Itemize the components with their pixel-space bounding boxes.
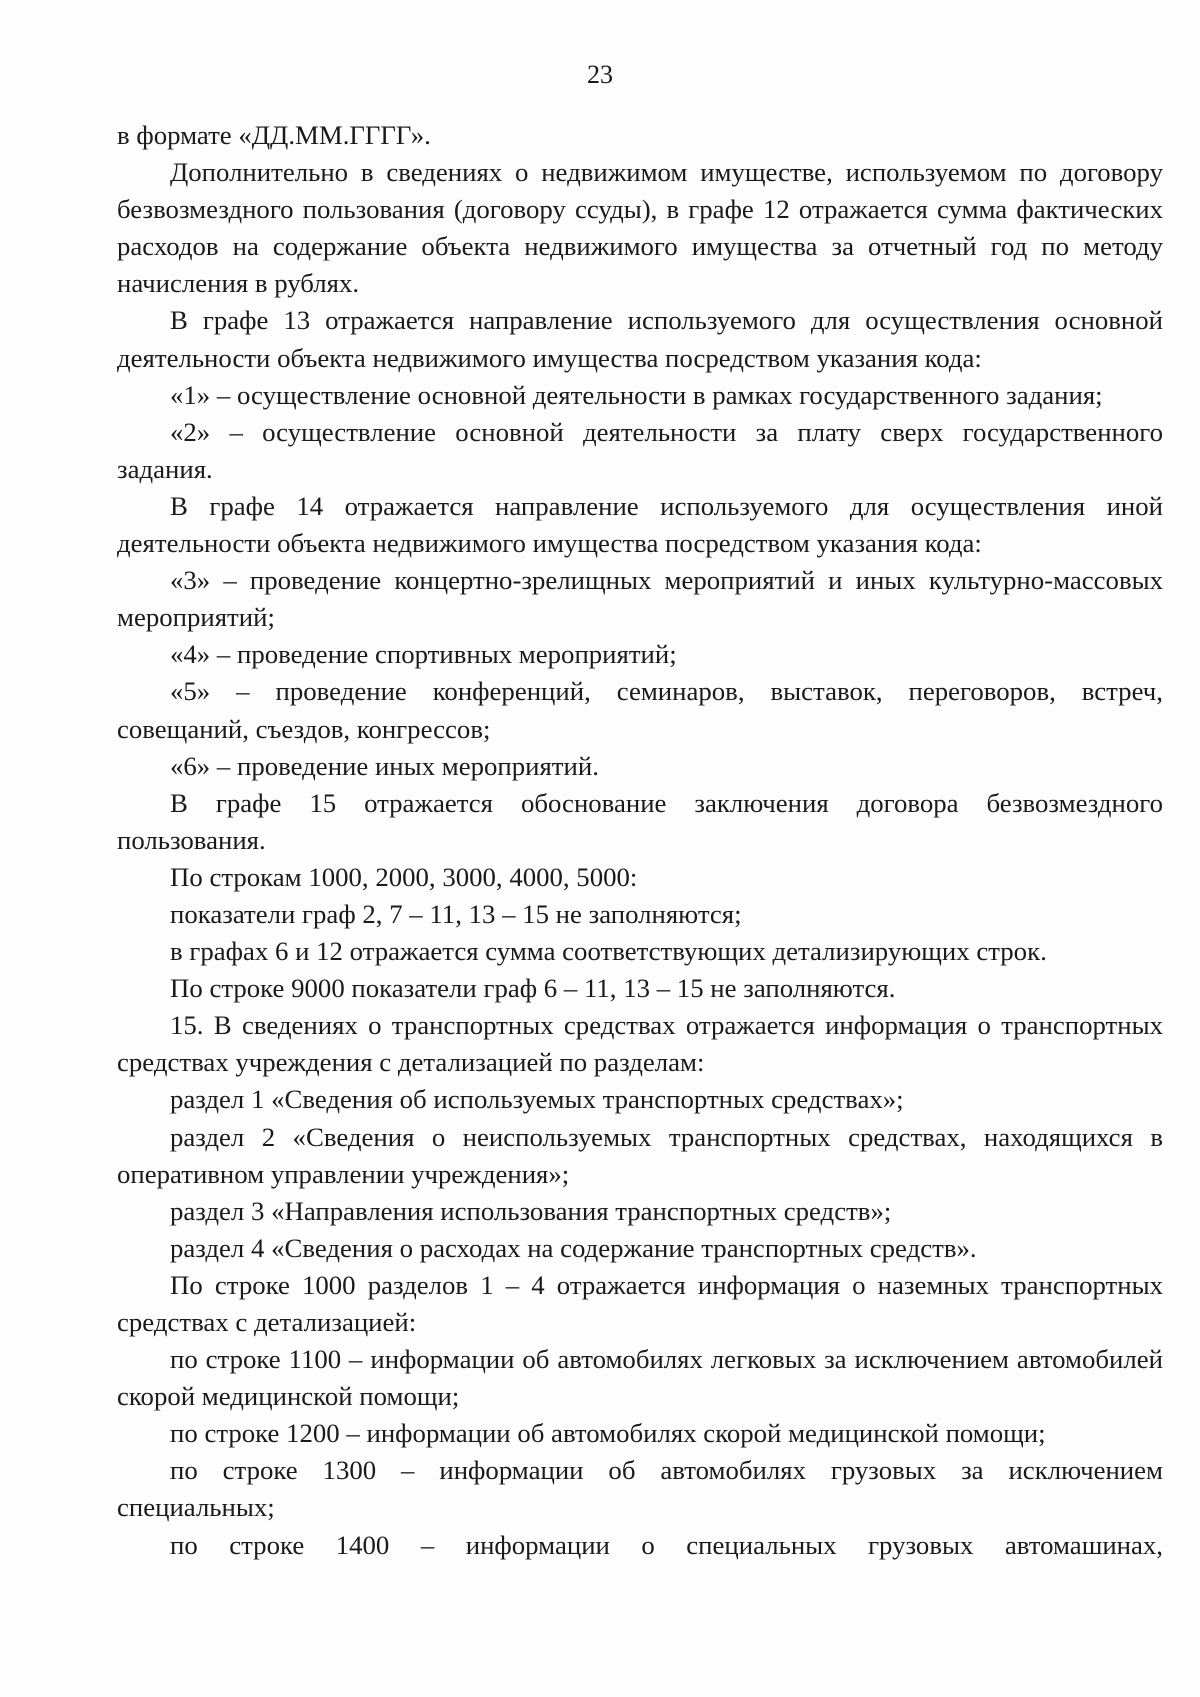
page-number: 23 (587, 60, 613, 89)
paragraph: «1» – осуществление основной деятельности в рамках государственного задания; (170, 379, 1103, 410)
paragraph: «4» – проведение спортивных мероприятий; (170, 639, 677, 670)
paragraph: раздел 3 «Направления использования транспортных средств»; (170, 1195, 892, 1226)
paragraph: В графе 14 отражается направление используемого для осуществления иной деятельности объекта недвижимого имущества посредством указания кода: (117, 490, 1163, 559)
paragraph: раздел 1 «Сведения об используемых транспортных средствах»; (170, 1084, 904, 1115)
paragraph: «2» – осуществление основной деятельности за плату сверх государственного задания. (117, 416, 1163, 484)
paragraph: Дополнительно в сведениях о недвижимом имуществе, используемом по договору безвозмездного пользования (договору ссуды), в графе 12 отражается сумма фактических расходов на содержание объекта недвижимого имущества за отчетный год по методу начисления в рублях. (117, 157, 1163, 299)
paragraph: показатели граф 2, 7 – 11, 13 – 15 не заполняются; (170, 898, 742, 929)
paragraph: По строкам 1000, 2000, 3000, 4000, 5000: (170, 861, 638, 892)
paragraph: по строке 1300 – информации об автомобилях грузовых за исключением специальных; (117, 1455, 1163, 1523)
paragraph: В графе 13 отражается направление используемого для осуществления основной деятельности объекта недвижимого имущества посредством указания кода: (117, 305, 1163, 373)
paragraph: в графах 6 и 12 отражается сумма соответствующих детализирующих строк. (170, 936, 1047, 967)
paragraph: «5» – проведение конференций, семинаров, выставок, переговоров, встреч, совещаний, съездов, конгрессов; (117, 676, 1163, 744)
paragraph: «6» – проведение иных мероприятий. (170, 750, 599, 781)
paragraph: в формате «ДД.ММ.ГГГГ». (117, 120, 431, 150)
paragraph: по строке 1400 – информации о специальных грузовых автомашинах, (170, 1529, 1163, 1560)
paragraph: раздел 2 «Сведения о неиспользуемых транспортных средствах, находящихся в оперативном управлении учреждения»; (117, 1121, 1163, 1189)
paragraph: раздел 4 «Сведения о расходах на содержание транспортных средств». (170, 1232, 977, 1263)
paragraph: по строке 1200 – информации об автомобилях скорой медицинской помощи; (170, 1418, 1046, 1449)
document-body (117, 117, 1163, 1564)
paragraph: «3» – проведение концертно-зрелищных мероприятий и иных культурно-массовых мероприятий; (117, 565, 1163, 633)
paragraph: По строке 1000 разделов 1 – 4 отражается информация о наземных транспортных средствах с детализацией: (117, 1269, 1163, 1337)
paragraph: 15. В сведениях о транспортных средствах отражается информация о транспортных средствах учреждения с детализацией по разделам: (117, 1010, 1163, 1078)
paragraph: По строке 9000 показатели граф 6 – 11, 13 – 15 не заполняются. (170, 973, 896, 1004)
paragraph: по строке 1100 – информации об автомобилях легковых за исключением автомобилей скорой медицинской помощи; (117, 1344, 1163, 1412)
paragraph: В графе 15 отражается обоснование заключения договора безвозмездного пользования. (117, 787, 1163, 855)
